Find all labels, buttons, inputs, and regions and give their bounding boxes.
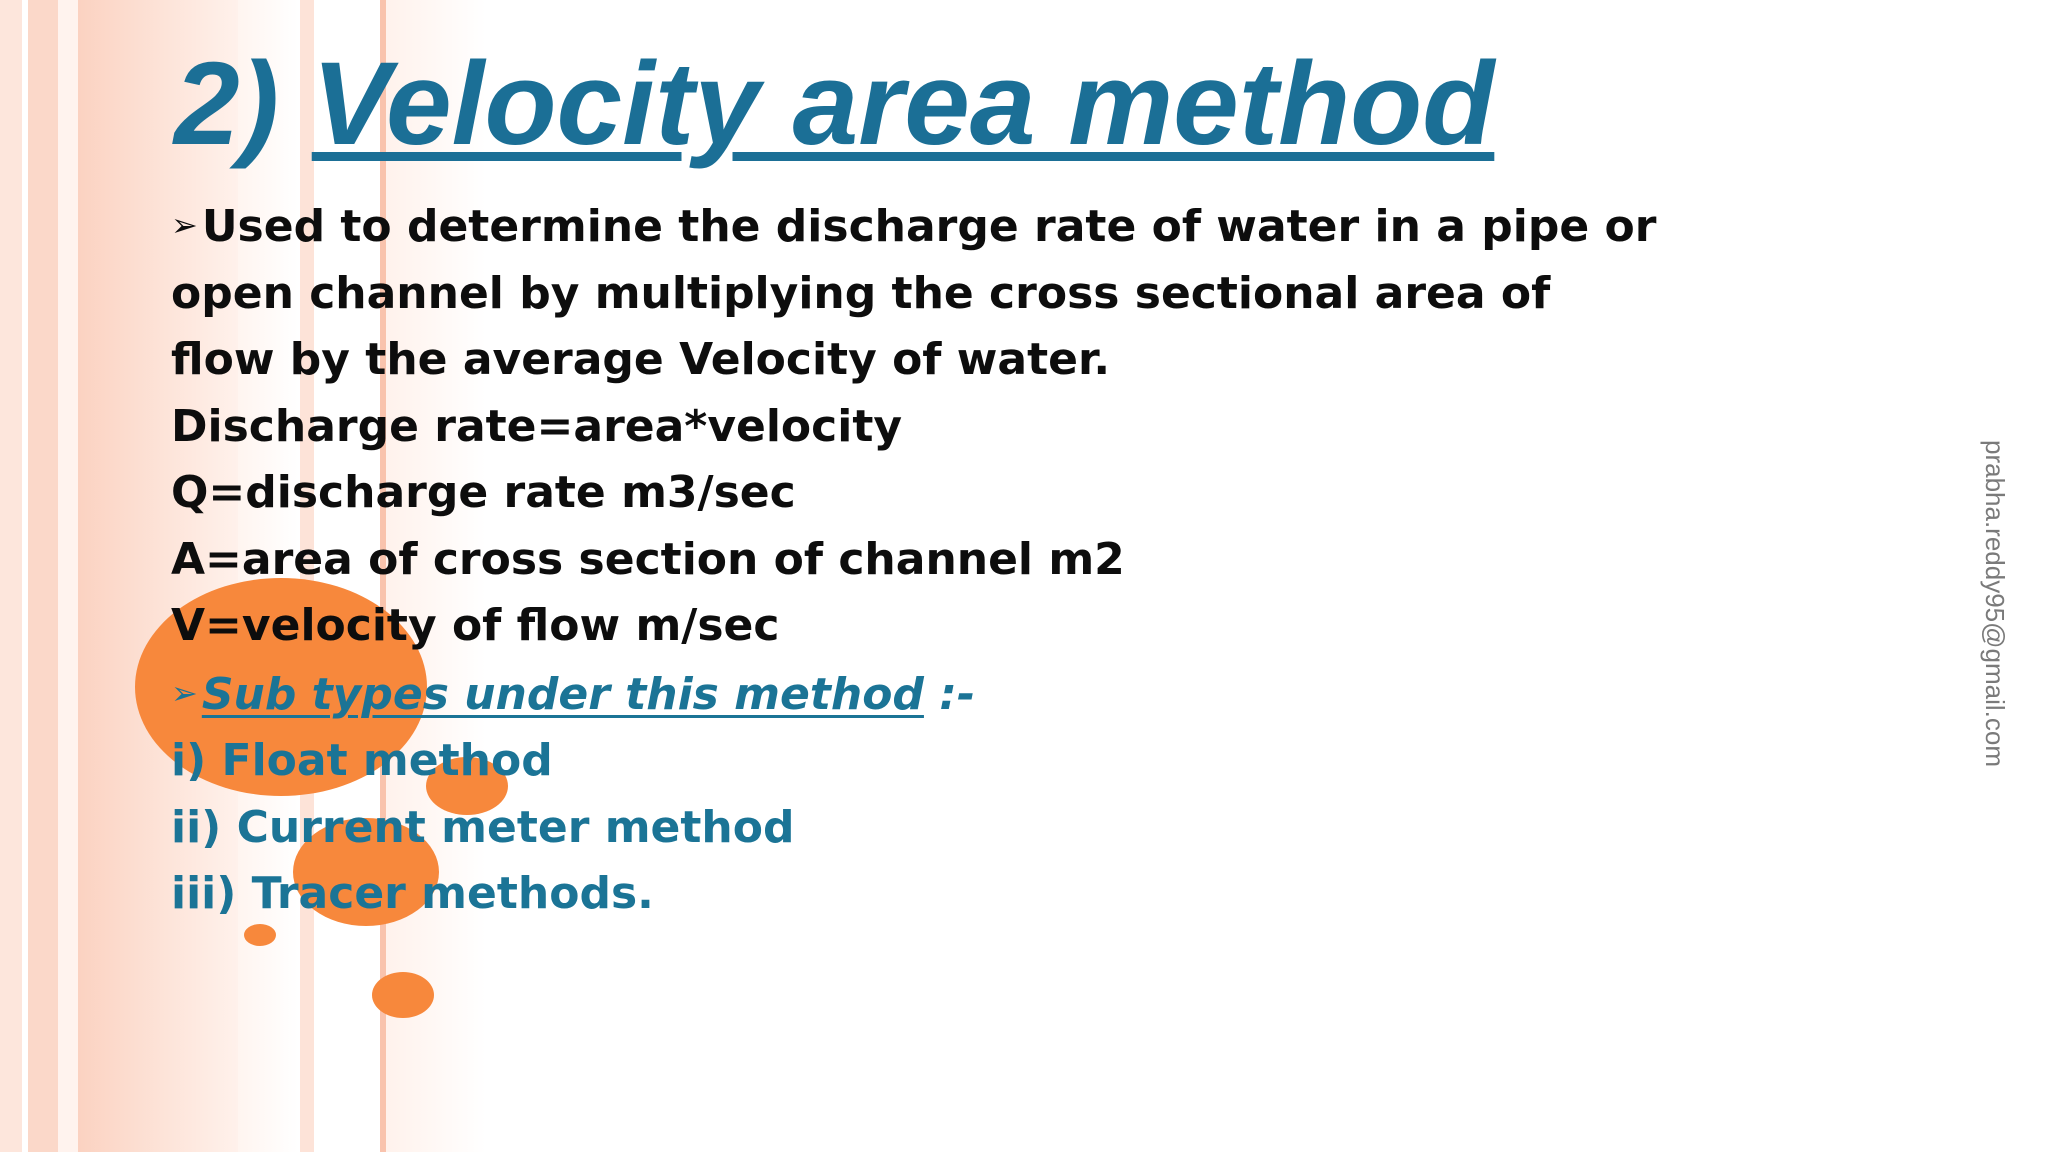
formula-line: Q=discharge rate m3/sec [171, 467, 796, 518]
bullet-arrow-icon: ➢ [171, 673, 198, 712]
formula-line: Discharge rate=area*velocity [171, 400, 903, 452]
decor-bubble [372, 972, 434, 1018]
subtypes-heading-suffix: :- [923, 668, 976, 720]
decor-stripe [28, 0, 58, 1152]
subtypes-heading: Sub types under this method [201, 668, 924, 720]
formula-line: V=velocity of flow m/sec [171, 600, 780, 651]
subtype-item: iii) Tracer methods. [171, 868, 654, 919]
side-email-watermark: prabha.reddy95@gmail.com [1980, 440, 2010, 768]
title-text: Velocity area method [311, 38, 1495, 170]
subtypes-heading-line [171, 660, 1851, 729]
definition-line: flow by the average Velocity of water. [171, 334, 1111, 385]
slide-content [171, 192, 1851, 928]
subtype-item: i) Float method [171, 735, 553, 786]
definition-text: Used to determine the discharge rate of water in a pipe or [201, 201, 1657, 252]
subtype-item: ii) Current meter method [171, 801, 795, 853]
decor-stripe [0, 0, 22, 1152]
definition-line: open channel by multiplying the cross sectional area of [171, 267, 1551, 319]
formula-line: A=area of cross section of channel m2 [171, 533, 1125, 585]
bullet-arrow-icon: ➢ [171, 206, 198, 244]
title-number: 2) [174, 38, 279, 170]
definition-line [171, 192, 1851, 261]
slide-title [174, 40, 1494, 170]
decor-stripe [58, 0, 78, 1152]
